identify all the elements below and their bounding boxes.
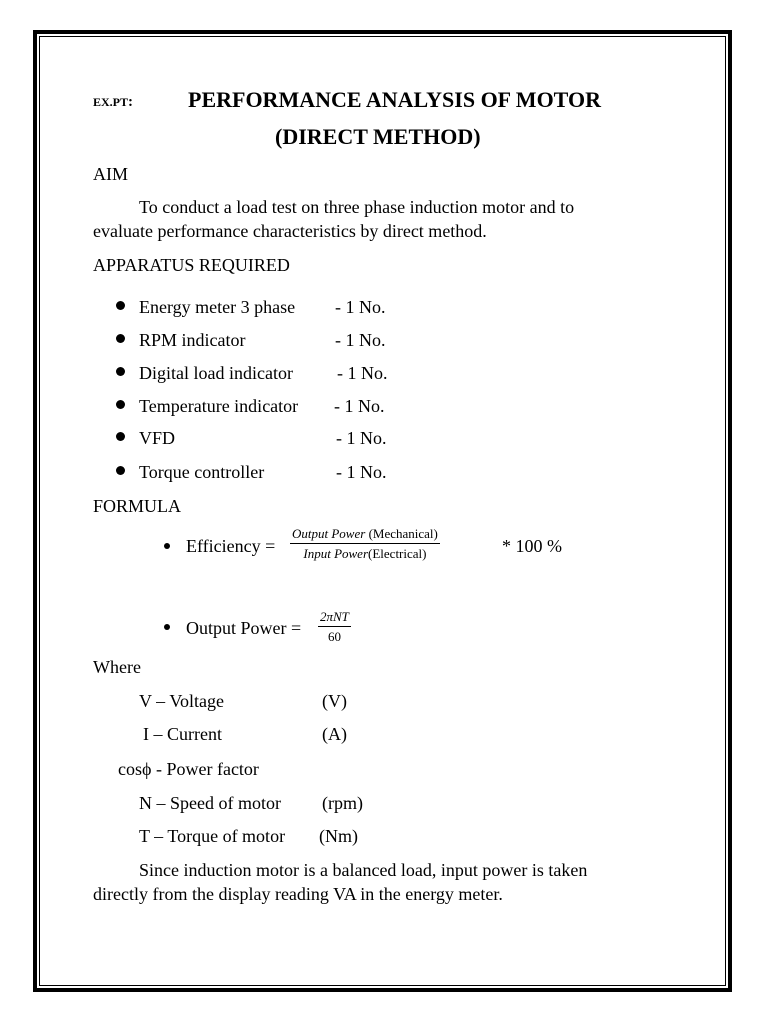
apparatus-item-qty: - 1 No.: [336, 462, 387, 482]
symbol-unit: (A): [322, 724, 347, 744]
apparatus-item-qty: - 1 No.: [334, 396, 385, 416]
efficiency-label: Efficiency =: [186, 536, 276, 556]
aim-heading: AIM: [93, 164, 128, 184]
page-title-line1: PERFORMANCE ANALYSIS OF MOTOR: [188, 87, 601, 112]
symbol-definition: T – Torque of motor: [139, 826, 286, 846]
efficiency-numerator: Output Power (Mechanical): [290, 526, 440, 544]
output-power-denominator: 60: [327, 629, 341, 644]
bullet-icon: [116, 301, 125, 310]
aim-text-line1: To conduct a load test on three phase induction motor and to: [139, 197, 575, 217]
symbol-definition: cosϕ - Power factor: [118, 759, 259, 779]
apparatus-item-qty: - 1 No.: [336, 428, 387, 448]
bullet-icon: [116, 466, 125, 475]
bullet-icon: [116, 432, 125, 441]
bullet-icon: [116, 400, 125, 409]
apparatus-item-qty: - 1 No.: [335, 297, 386, 317]
expt-label: EX.PT:: [93, 94, 134, 110]
note-line1: Since induction motor is a balanced load, input power is taken: [139, 860, 588, 880]
apparatus-item-qty: - 1 No.: [337, 363, 388, 383]
output-power-label: Output Power =: [186, 618, 302, 638]
note-line2: directly from the display reading VA in the energy meter.: [93, 884, 503, 904]
symbol-unit: (Nm): [319, 826, 358, 846]
symbol-definition: V – Voltage: [139, 691, 225, 711]
symbol-unit: (V): [322, 691, 347, 711]
bullet-icon: [116, 334, 125, 343]
apparatus-heading: APPARATUS REQUIRED: [93, 255, 290, 275]
efficiency-fraction: [290, 526, 440, 561]
efficiency-suffix: * 100 %: [502, 536, 562, 556]
symbol-definition: N – Speed of motor: [139, 793, 281, 813]
formula-heading: FORMULA: [93, 496, 182, 516]
output-power-fraction: [318, 609, 351, 644]
bullet-icon: [116, 367, 125, 376]
bullet-icon: [164, 543, 170, 549]
apparatus-item-name: Energy meter 3 phase: [139, 297, 296, 317]
apparatus-item-qty: - 1 No.: [335, 330, 386, 350]
bullet-icon: [164, 624, 170, 630]
aim-text-line2: evaluate performance characteristics by direct method.: [93, 221, 487, 241]
symbol-unit: (rpm): [322, 793, 363, 813]
page-title-line2: (DIRECT METHOD): [275, 124, 481, 149]
apparatus-item-name: Torque controller: [139, 462, 265, 482]
apparatus-item-name: Digital load indicator: [139, 363, 293, 383]
efficiency-denominator: Input Power(Electrical): [303, 546, 427, 561]
apparatus-item-name: RPM indicator: [139, 330, 246, 350]
apparatus-item-name: VFD: [139, 428, 176, 448]
output-power-numerator: 2πNT: [318, 609, 351, 627]
apparatus-item-name: Temperature indicator: [139, 396, 299, 416]
where-heading: Where: [93, 657, 141, 677]
symbol-definition: I – Current: [143, 724, 222, 744]
